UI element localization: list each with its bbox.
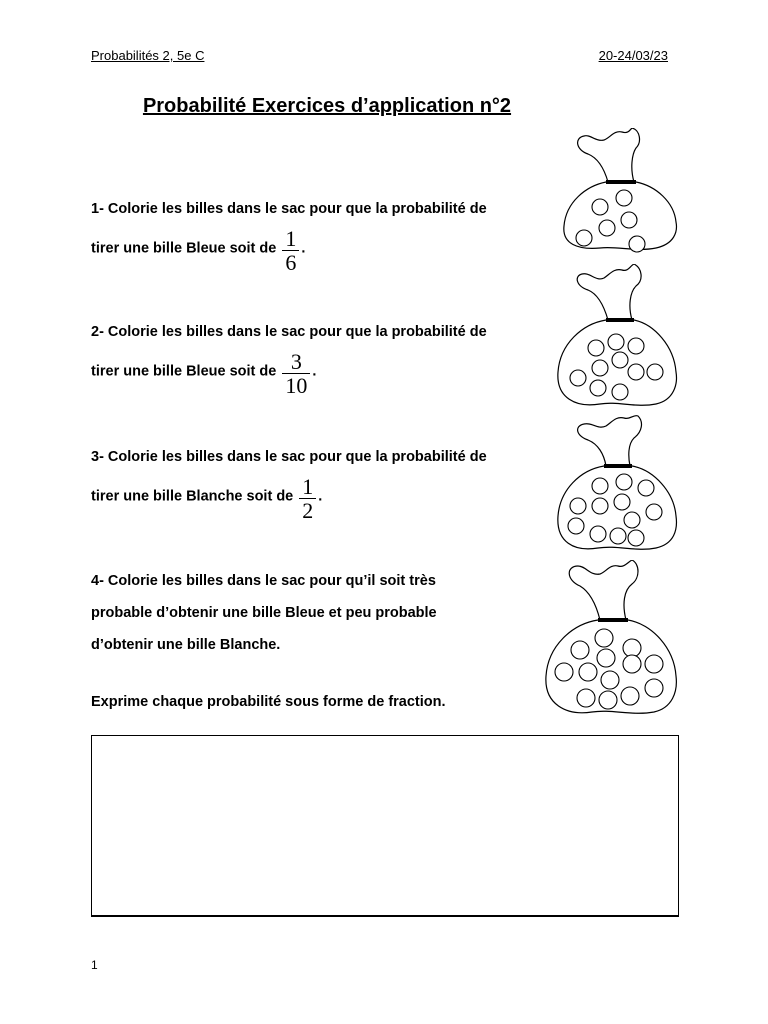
marble[interactable] xyxy=(555,663,573,681)
marble[interactable] xyxy=(628,530,644,546)
exercise-3-line1: 3- Colorie les billes dans le sac pour que la probabilité de xyxy=(91,449,487,465)
marble[interactable] xyxy=(646,504,662,520)
marble[interactable] xyxy=(623,639,641,657)
exercise-4-line3: d’obtenir une bille Blanche. xyxy=(91,637,281,653)
fraction-3-numerator: 1 xyxy=(299,475,316,499)
fraction-2 xyxy=(282,350,310,397)
exercise-4-line2: probable d’obtenir une bille Bleue et peu probable xyxy=(91,605,437,621)
marble[interactable] xyxy=(621,687,639,705)
marble[interactable] xyxy=(612,384,628,400)
header-left: Probabilités 2, 5e C xyxy=(91,48,205,63)
exercise-1-line1: 1- Colorie les billes dans le sac pour que la probabilité de xyxy=(91,201,487,217)
marble[interactable] xyxy=(621,212,637,228)
marble[interactable] xyxy=(638,480,654,496)
marble[interactable] xyxy=(610,528,626,544)
marble[interactable] xyxy=(624,512,640,528)
fraction-3 xyxy=(299,475,316,522)
marble[interactable] xyxy=(599,220,615,236)
fraction-1-denominator: 6 xyxy=(285,250,297,275)
exercise-4 xyxy=(91,565,437,661)
marble[interactable] xyxy=(616,190,632,206)
marble[interactable] xyxy=(595,629,613,647)
header-date: 20-24/03/23 xyxy=(598,48,668,63)
fraction-1-numerator: 1 xyxy=(282,227,299,251)
answer-box[interactable] xyxy=(91,735,679,917)
marble[interactable] xyxy=(592,360,608,376)
exercise-4-line1: 4- Colorie les billes dans le sac pour qu’il soit très xyxy=(91,573,436,589)
exercise-1-line2: tirer une bille Bleue soit de $\frac{1}{6}$ . xyxy=(91,226,306,275)
marble-bag-4 xyxy=(544,560,678,718)
marble[interactable] xyxy=(592,199,608,215)
fraction-1 xyxy=(282,227,299,274)
marble[interactable] xyxy=(590,526,606,542)
exercise-2 xyxy=(91,316,487,398)
exercise-1 xyxy=(91,193,487,275)
bag-4-neck xyxy=(569,560,638,620)
marble[interactable] xyxy=(570,370,586,386)
marble[interactable] xyxy=(577,689,595,707)
marble[interactable] xyxy=(647,364,663,380)
bag-3-neck xyxy=(578,416,642,466)
exercise-3-line2: tirer une bille Blanche soit de $\frac{1}{2}$ . xyxy=(91,474,323,523)
exercise-2-line1: 2- Colorie les billes dans le sac pour que la probabilité de xyxy=(91,324,487,340)
instruction-text: Exprime chaque probabilité sous forme de fraction. xyxy=(91,694,446,710)
marble[interactable] xyxy=(616,474,632,490)
marble[interactable] xyxy=(588,340,604,356)
marble[interactable] xyxy=(612,352,628,368)
marble-bag-1 xyxy=(560,128,680,256)
marble[interactable] xyxy=(645,655,663,673)
marble[interactable] xyxy=(614,494,630,510)
marble[interactable] xyxy=(628,338,644,354)
marble[interactable] xyxy=(608,334,624,350)
marble-bag-2 xyxy=(556,264,678,410)
marble[interactable] xyxy=(592,478,608,494)
bag-2-neck xyxy=(577,264,641,320)
fraction-3-denominator: 2 xyxy=(302,498,314,523)
marble-bag-3 xyxy=(556,414,678,554)
marble[interactable] xyxy=(579,663,597,681)
marble[interactable] xyxy=(571,641,589,659)
marble[interactable] xyxy=(629,236,645,252)
marble[interactable] xyxy=(601,671,619,689)
marble[interactable] xyxy=(576,230,592,246)
marble[interactable] xyxy=(570,498,586,514)
marble[interactable] xyxy=(628,364,644,380)
fraction-2-numerator: 3 xyxy=(282,350,310,374)
marble[interactable] xyxy=(568,518,584,534)
exercise-3 xyxy=(91,441,487,523)
fraction-2-denominator: 10 xyxy=(285,373,308,398)
exercise-2-line2: tirer une bille Bleue soit de $\frac{3}{10}$ . xyxy=(91,349,317,398)
marble[interactable] xyxy=(645,679,663,697)
marble[interactable] xyxy=(590,380,606,396)
marble[interactable] xyxy=(597,649,615,667)
page-title: Probabilité Exercices d’application n°2 xyxy=(142,95,512,117)
marble[interactable] xyxy=(623,655,641,673)
marble[interactable] xyxy=(592,498,608,514)
page-number: 1 xyxy=(91,958,98,972)
bag-1-neck xyxy=(578,128,640,182)
marble[interactable] xyxy=(599,691,617,709)
